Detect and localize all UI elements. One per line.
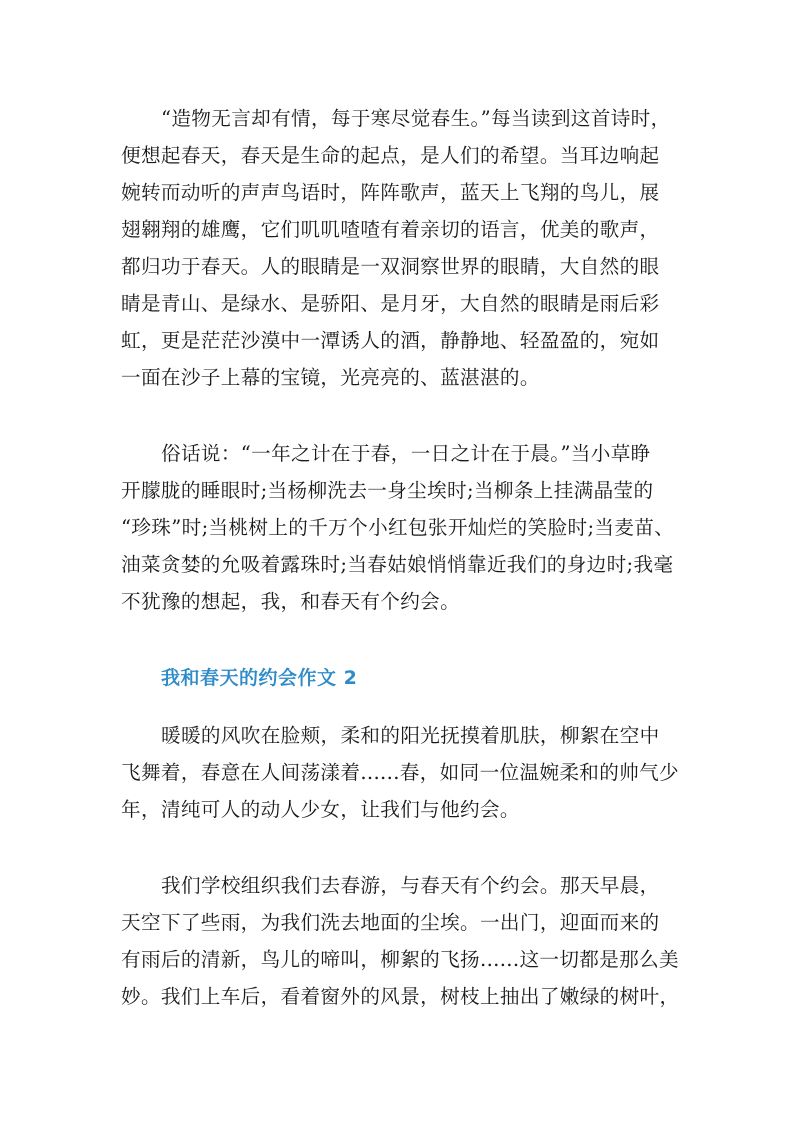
paragraph-2 xyxy=(121,439,681,624)
text-line: 飞舞着，春意在人间荡漾着......春，如同一位温婉柔和的帅气少 xyxy=(121,761,680,784)
text-line: 一面在沙子上幕的宝镜，光亮亮的、蓝湛湛的。 xyxy=(121,366,540,389)
text-line: 我们学校组织我们去春游，与春天有个约会。那天早晨， xyxy=(161,874,660,897)
text-line: 暖暖的风吹在脸颊，柔和的阳光抚摸着肌肤，柳絮在空中 xyxy=(161,724,660,747)
document-page xyxy=(121,104,681,1019)
text-line: 油菜贪婪的允吸着露珠时;当春姑娘悄悄靠近我们的身边时;我毫 xyxy=(121,553,674,576)
text-line: “造物无言却有情，每于寒尽觉春生。”每当读到这首诗时， xyxy=(161,107,671,130)
text-line: 妙。我们上车后，看着窗外的风景，树枝上抽出了嫩绿的树叶， xyxy=(121,985,680,1008)
paragraph-4 xyxy=(121,871,681,1019)
paragraph-1 xyxy=(121,104,681,400)
section-heading: 我和春天的约会作文 2 xyxy=(161,667,358,689)
text-line: 有雨后的清新，鸟儿的啼叫，柳絮的飞扬......这一切都是那么美 xyxy=(121,948,680,971)
text-line: 翅翱翔的雄鹰，它们叽叽喳喳有着亲切的语言，优美的歌声， xyxy=(121,218,660,241)
text-line: “珍珠”时;当桃树上的千万个小红包张开灿烂的笑脸时;当麦苗、 xyxy=(121,516,675,539)
text-line: 虹，更是茫茫沙漠中一潭诱人的酒，静静地、轻盈盈的，宛如 xyxy=(121,329,660,352)
text-line: 年，清纯可人的动人少女，让我们与他约会。 xyxy=(121,798,520,821)
text-line: 不犹豫的想起，我，和春天有个约会。 xyxy=(121,590,461,613)
text-line: 开朦胧的睡眼时;当杨柳洗去一身尘埃时;当柳条上挂满晶莹的 xyxy=(121,479,654,502)
text-line: 婉转而动听的声声鸟语时，阵阵歌声，蓝天上飞翔的鸟儿，展 xyxy=(121,181,660,204)
text-line: 俗话说：“一年之计在于春，一日之计在于晨。”当小草睁 xyxy=(161,442,651,465)
text-line: 都归功于春天。人的眼睛是一双洞察世界的眼睛，大自然的眼 xyxy=(121,255,660,278)
text-line: 便想起春天，春天是生命的起点，是人们的希望。当耳边响起 xyxy=(121,144,660,167)
text-line: 睛是青山、是绿水、是骄阳、是月牙，大自然的眼睛是雨后彩 xyxy=(121,292,660,315)
paragraph-3 xyxy=(121,721,681,832)
text-line: 天空下了些雨，为我们洗去地面的尘埃。一出门，迎面而来的 xyxy=(121,911,660,934)
